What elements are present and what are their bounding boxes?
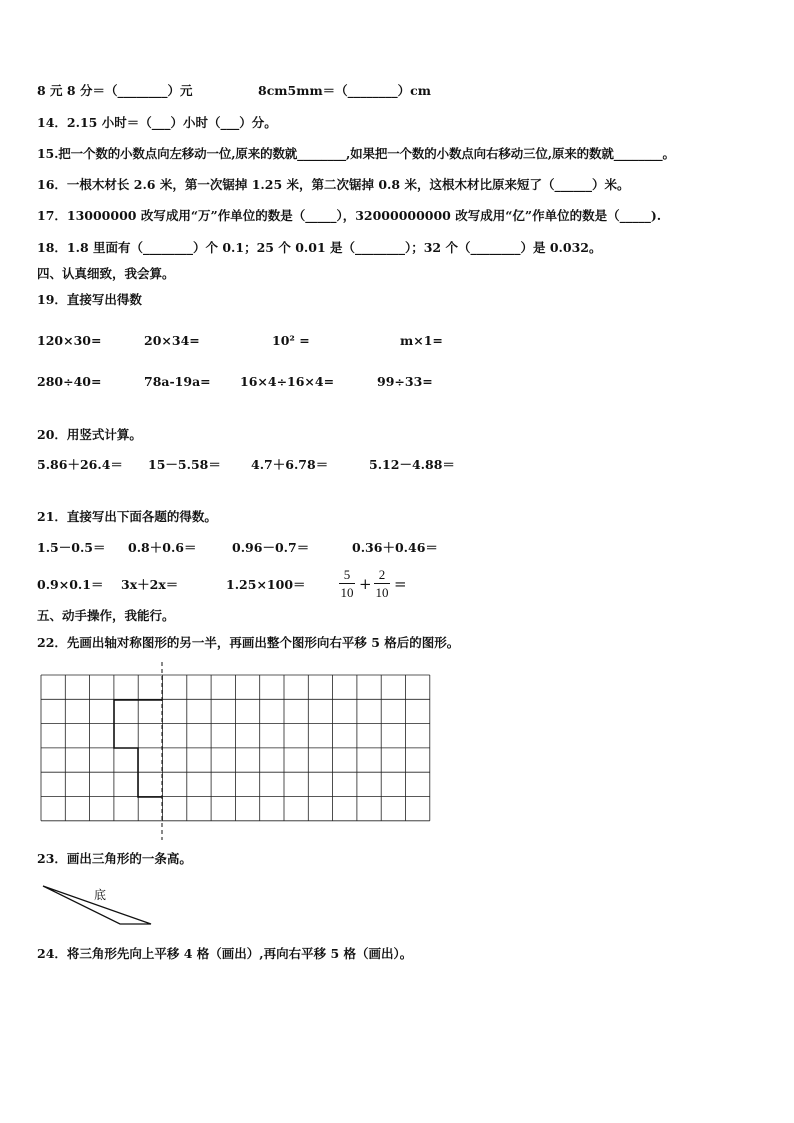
- question-24: 24．将三角形先向上平移 4 格（画出）,再向右平移 5 格（画出）。: [37, 946, 413, 961]
- question-23: 23．画出三角形的一条高。: [37, 851, 192, 866]
- question-21: 21．直接写出下面各题的得数。: [37, 509, 217, 524]
- base-label: 底: [94, 888, 107, 902]
- q19-item: 78a-19a=: [144, 374, 211, 389]
- q19-item: 120×30=: [37, 333, 102, 348]
- q19-item: 16×4÷16×4=: [240, 374, 335, 389]
- square-grid: [36, 662, 436, 842]
- q21-item: 3x＋2x＝: [121, 577, 179, 592]
- fraction-numerator: 5: [343, 567, 351, 582]
- q21-item: 0.9×0.1＝: [37, 577, 104, 592]
- q19-item: 99÷33=: [377, 374, 433, 389]
- equals-sign: =: [394, 575, 407, 593]
- q19-item: 280÷40=: [37, 374, 102, 389]
- question-19: 19．直接写出得数: [37, 292, 142, 307]
- fraction-denominator: 10: [375, 585, 389, 600]
- q21-item: 1.5－0.5＝: [37, 540, 106, 555]
- fraction-two-tenths: [374, 567, 390, 600]
- q19-item: 10² =: [272, 333, 310, 348]
- fraction-bar: [339, 583, 355, 584]
- question-17: 17．13000000 改写成用“万”作单位的数是（_____），32000000000 改写成用“亿”作单位的数是（_____).: [37, 208, 662, 223]
- q21-item: 0.36＋0.46＝: [352, 540, 438, 555]
- section-5-heading: 五、动手操作，我能行。: [37, 608, 175, 623]
- q13-unit-length: 8cm5mm＝（________）cm: [258, 83, 432, 98]
- question-20: 20．用竖式计算。: [37, 427, 142, 442]
- q21-item: 0.8＋0.6＝: [128, 540, 197, 555]
- q20-item: 4.7＋6.78＝: [251, 457, 329, 472]
- fraction-numerator: 2: [378, 567, 386, 582]
- q13-unit-money: 8 元 8 分＝（________）元: [37, 83, 193, 98]
- section-4-heading: 四、认真细致，我会算。: [37, 266, 175, 281]
- fraction-five-tenths: [339, 567, 355, 600]
- q21-item: 0.96－0.7＝: [232, 540, 310, 555]
- question-18: 18．1.8 里面有（________）个 0.1；25 个 0.01 是（________）；32 个（________）是 0.032。: [37, 240, 602, 255]
- q19-item: m×1=: [400, 333, 443, 348]
- q20-item: 5.86＋26.4＝: [37, 457, 123, 472]
- question-15: 15.把一个数的小数点向左移动一位,原来的数就________,如果把一个数的小数点向右移动三位,原来的数就________。: [37, 146, 675, 161]
- q21-item: 1.25×100＝: [226, 577, 306, 592]
- plus-sign: +: [359, 575, 372, 593]
- fraction-denominator: 10: [340, 585, 354, 600]
- q20-item: 5.12－4.88＝: [369, 457, 455, 472]
- question-16: 16．一根木材长 2.6 米，第一次锯掉 1.25 米，第二次锯掉 0.8 米，这根木材比原来短了（______）米。: [37, 177, 630, 192]
- fraction-bar: [374, 583, 390, 584]
- question-22: 22．先画出轴对称图形的另一半，再画出整个图形向右平移 5 格后的图形。: [37, 635, 460, 650]
- q19-item: 20×34=: [144, 333, 200, 348]
- question-14: 14．2.15 小时＝（___）小时（___）分。: [37, 115, 277, 130]
- q20-item: 15－5.58＝: [148, 457, 221, 472]
